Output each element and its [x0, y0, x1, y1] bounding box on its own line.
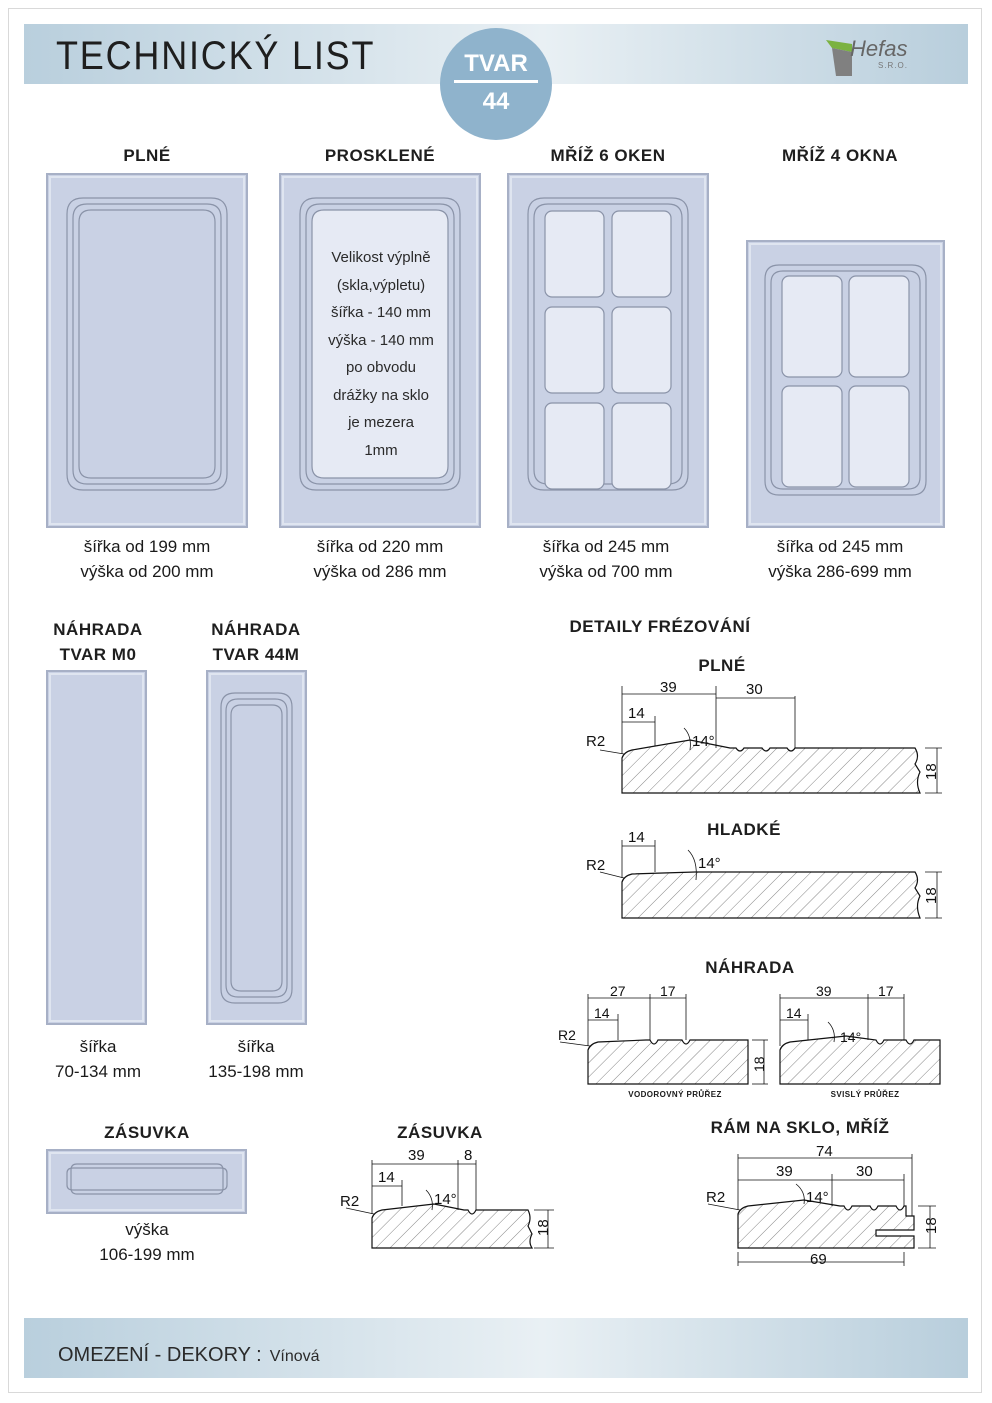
profile-ram-dim-74: 74 — [816, 1143, 833, 1160]
caption-line: výška — [125, 1220, 169, 1239]
profile-nahrada-right-dim-17: 17 — [878, 983, 894, 999]
drawer-caption — [67, 1217, 227, 1267]
footer-label: OMEZENÍ - DEKORY : — [58, 1344, 262, 1366]
profile-hladke-thickness: 18 — [923, 887, 940, 904]
footer-note — [58, 1344, 320, 1367]
heading-line: TVAR 44M — [212, 645, 300, 664]
door-caption-mriz-6 — [496, 534, 716, 584]
caption-line: 70-134 mm — [55, 1062, 141, 1081]
profile-plne — [580, 676, 960, 806]
door-caption-prosklene — [270, 534, 490, 584]
door-mriz-6-drawing — [508, 174, 708, 527]
door-caption-plne — [37, 534, 257, 584]
profile-nahrada-left — [556, 982, 776, 1107]
profile-nahrada-right-angle: 14° — [840, 1029, 862, 1045]
profile-hladke-dim-14: 14 — [628, 829, 645, 846]
door-heading-plne: PLNÉ — [123, 146, 171, 165]
profile-hladke-radius: R2 — [586, 857, 606, 874]
profile-ram-dim-39: 39 — [776, 1163, 793, 1180]
drawer-drawing — [47, 1150, 246, 1213]
profile-nahrada-right — [776, 982, 956, 1107]
caption-line: 135-198 mm — [208, 1062, 304, 1081]
glass-note-line: výška - 140 mm — [328, 331, 434, 349]
glass-note-line: (skla,výpletu) — [336, 276, 426, 294]
profile-plne-radius: R2 — [586, 733, 606, 750]
profile-ram-radius: R2 — [706, 1189, 726, 1206]
profile-ram-title: RÁM NA SKLO, MŘÍŽ — [710, 1118, 890, 1137]
profile-ram-dim-30: 30 — [856, 1163, 873, 1180]
profile-plne-dim-30: 30 — [746, 681, 763, 698]
profile-zasuvka-radius: R2 — [340, 1193, 360, 1210]
caption-height: výška od 200 mm — [80, 562, 214, 581]
profile-plne-dim-14: 14 — [628, 705, 645, 722]
caption-width: šířka od 220 mm — [316, 537, 444, 556]
profile-plne-dim-39: 39 — [660, 679, 677, 696]
caption-height: výška 286-699 mm — [768, 562, 912, 581]
profile-hladke — [580, 820, 960, 930]
door-heading-mriz-6: MŘÍŽ 6 OKEN — [550, 146, 666, 165]
door-mriz-4-drawing — [747, 241, 944, 527]
profile-ram-angle: 14° — [806, 1189, 829, 1206]
profile-plne-angle: 14° — [692, 733, 715, 750]
caption-width: šířka od 245 mm — [776, 537, 904, 556]
profile-zasuvka-title: ZÁSUVKA — [397, 1123, 483, 1142]
replacement-44m-drawing — [207, 671, 306, 1024]
caption-height: výška od 700 mm — [539, 562, 673, 581]
replacement-heading-m0 — [38, 617, 158, 667]
door-plne-drawing — [47, 174, 247, 527]
profile-nahrada-left-thickness: 18 — [751, 1056, 767, 1072]
glass-note-line: je mezera — [348, 414, 414, 431]
replacement-caption-m0 — [33, 1034, 163, 1084]
profile-zasuvka-angle: 14° — [434, 1191, 457, 1208]
profile-plne-thickness: 18 — [923, 763, 940, 780]
profile-nahrada-left-dim-27: 27 — [610, 983, 626, 999]
caption-width: šířka od 245 mm — [542, 537, 670, 556]
tvar-badge-label: TVAR — [464, 50, 528, 77]
replacement-m0-drawing — [47, 671, 146, 1024]
profile-zasuvka-thickness: 18 — [535, 1219, 552, 1236]
drawer-heading: ZÁSUVKA — [104, 1123, 190, 1142]
logo-name: Hefas — [850, 36, 908, 61]
profile-ram-dim-69: 69 — [810, 1251, 827, 1268]
replacement-caption-44m — [191, 1034, 321, 1084]
glass-note-line: Velikost výplně — [331, 249, 431, 266]
profile-hladke-title: HLADKÉ — [707, 820, 781, 839]
glass-note-line: 1mm — [364, 441, 398, 459]
profile-hladke-angle: 14° — [698, 855, 721, 872]
door-heading-prosklene: PROSKLENÉ — [324, 146, 436, 165]
replacement-heading-44m — [196, 617, 316, 667]
profile-nahrada-right-caption: SVISLÝ PRŮŘEZ — [830, 1090, 900, 1099]
caption-line: 106-199 mm — [99, 1245, 195, 1264]
profile-nahrada-left-dim-14: 14 — [594, 1005, 610, 1021]
door-heading-mriz-4: MŘÍŽ 4 OKNA — [782, 146, 898, 165]
tvar-badge-rule — [454, 80, 538, 83]
caption-height: výška od 286 mm — [313, 562, 447, 581]
caption-line: šířka — [237, 1037, 275, 1056]
profile-zasuvka-dim-39: 39 — [408, 1147, 425, 1164]
profile-ram-thickness: 18 — [923, 1217, 940, 1234]
profile-ram — [700, 1140, 960, 1270]
heading-line: NÁHRADA — [53, 620, 143, 639]
tvar-badge-number: 44 — [482, 88, 510, 115]
glass-note-line: drážky na sklo — [333, 386, 429, 404]
heading-line: TVAR M0 — [59, 645, 137, 664]
profile-nahrada-left-caption: VODOROVNÝ PRŮŘEZ — [628, 1090, 722, 1099]
glass-note-line: po obvodu — [345, 359, 417, 376]
caption-line: šířka — [79, 1037, 117, 1056]
glass-note — [305, 244, 457, 464]
profile-zasuvka — [338, 1144, 568, 1254]
page-title: TECHNICKÝ LIST — [56, 34, 376, 78]
caption-width: šířka od 199 mm — [83, 537, 211, 556]
profile-nahrada-left-radius: R2 — [558, 1027, 576, 1043]
glass-note-line: šířka - 140 mm — [330, 304, 432, 321]
profile-nahrada-right-dim-39: 39 — [816, 983, 832, 999]
details-heading: DETAILY FRÉZOVÁNÍ — [569, 617, 751, 636]
heading-line: NÁHRADA — [211, 620, 301, 639]
profile-zasuvka-dim-8: 8 — [464, 1147, 473, 1164]
profile-nahrada-title: NÁHRADA — [705, 958, 795, 977]
footer-value: Vínová — [269, 1348, 320, 1365]
profile-zasuvka-dim-14: 14 — [378, 1169, 395, 1186]
profile-nahrada-right-dim-14: 14 — [786, 1005, 802, 1021]
hefas-logo — [826, 34, 909, 78]
profile-nahrada-left-dim-17: 17 — [660, 983, 676, 999]
door-caption-mriz-4 — [730, 534, 950, 584]
profile-plne-title: PLNÉ — [698, 656, 746, 675]
logo-sub: S.R.O. — [878, 61, 909, 70]
tvar-badge — [440, 28, 552, 140]
